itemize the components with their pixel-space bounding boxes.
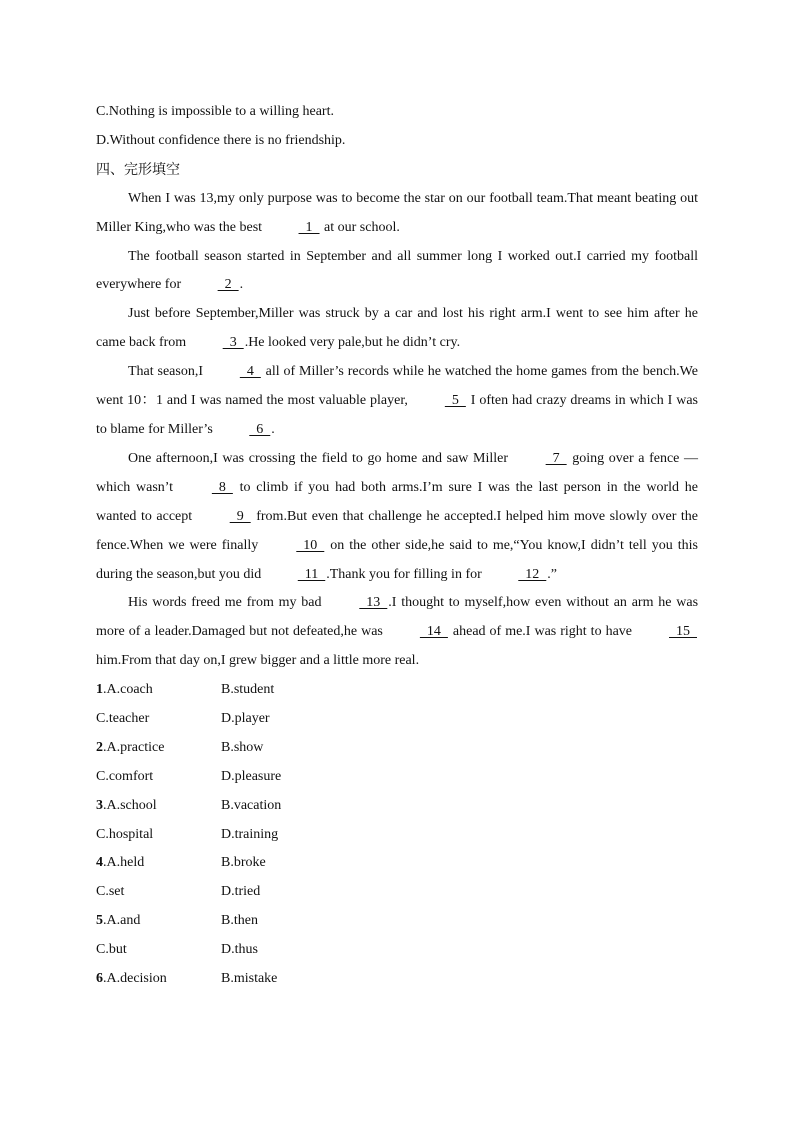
option-d: D.pleasure: [221, 768, 282, 784]
blank-1: 1: [298, 219, 320, 235]
option-b: B.show: [221, 739, 264, 755]
option-b: B.then: [221, 913, 258, 929]
prev-option-c: C.Nothing is impossible to a willing heart.: [96, 104, 334, 119]
option-b: B.mistake: [221, 971, 278, 987]
option-a: [96, 792, 221, 821]
question-number: 3: [96, 797, 103, 813]
text-run: .”: [547, 566, 557, 582]
blank-14: 14: [419, 624, 448, 640]
blank-2: 2: [217, 277, 239, 293]
option-row: [96, 705, 698, 734]
option-a: [96, 907, 221, 936]
passage-paragraph-3: [96, 300, 698, 358]
question-number: 4: [96, 855, 103, 871]
option-row: [96, 878, 698, 907]
option-a-text: .A.and: [103, 913, 141, 929]
option-d: D.tried: [221, 884, 261, 900]
option-a-text: .A.held: [103, 855, 145, 871]
option-row: [96, 734, 698, 763]
option-a: [96, 849, 221, 878]
text-run: One afternoon,I was crossing the field to go home and saw Miller: [128, 450, 513, 466]
blank-9: 9: [229, 508, 251, 524]
text-run: .: [271, 421, 275, 437]
option-a: [96, 676, 221, 705]
blank-3: 3: [222, 335, 244, 351]
option-row: [96, 907, 698, 936]
text-run: to climb if you had both arms.I’m sure I was the last person in the world he wanted to accept: [96, 479, 698, 524]
prev-option-d: D.Without confidence there is no friendship.: [96, 132, 346, 148]
option-d: D.player: [221, 711, 270, 727]
option-row: [96, 849, 698, 878]
document-page: [96, 98, 698, 994]
passage-paragraph-1: [96, 185, 698, 243]
option-a-text: .A.coach: [103, 682, 153, 698]
text-run: all of Miller’s records while he watched the home games from the bench.We went 10：1 and I was named the most valuable player,: [96, 364, 698, 409]
text-run: The football season started in September and all summer long I worked out.I carried my football everywhere for: [96, 248, 698, 293]
option-row: [96, 792, 698, 821]
blank-11: 11: [297, 566, 326, 582]
option-row: [96, 965, 698, 994]
passage-paragraph-5: [96, 445, 698, 590]
question-number: 2: [96, 739, 103, 755]
answer-options: [96, 676, 698, 994]
option-row: [96, 676, 698, 705]
option-c: C.but: [96, 942, 127, 958]
option-b: B.student: [221, 682, 275, 698]
text-run: from.But even that challenge he accepted.I helped him move slowly over the fence.When we were finally: [96, 508, 698, 553]
option-a-text: .A.school: [103, 797, 157, 813]
blank-15: 15: [669, 624, 697, 640]
question-number: 1: [96, 682, 103, 698]
option-a-text: .A.decision: [103, 971, 167, 987]
text-run: That season,I: [128, 364, 207, 380]
text-run: When I was 13,my only purpose was to become the star on our football team.That meant beating out Miller King,who was the best: [96, 190, 698, 235]
option-c: C.teacher: [96, 711, 150, 727]
option-a-text: .A.practice: [103, 739, 165, 755]
blank-10: 10: [296, 537, 325, 553]
text-run: him.From that day on,I grew bigger and a little more real.: [96, 653, 420, 669]
option-c: C.set: [96, 884, 125, 900]
option-d: D.training: [221, 826, 279, 842]
option-c: C.hospital: [96, 826, 154, 842]
option-a: [96, 734, 221, 763]
blank-6: 6: [249, 421, 271, 437]
question-number: 5: [96, 913, 103, 929]
text-run: .He looked very pale,but he didn’t cry.: [244, 335, 461, 351]
text-run: His words freed me from my bad: [128, 595, 327, 611]
blank-7: 7: [545, 450, 567, 466]
option-b: B.vacation: [221, 797, 282, 813]
option-a: [96, 965, 221, 994]
option-row: [96, 821, 698, 850]
text-run: on the other side,he said to me,“You know,I didn’t tell you this during the season,but you did: [96, 537, 698, 582]
blank-12: 12: [518, 566, 547, 582]
option-row: [96, 763, 698, 792]
passage-paragraph-6: [96, 589, 698, 676]
option-row: [96, 936, 698, 965]
text-run: .I thought to myself,how even without an arm he was more of a leader.Damaged but not defeated,he was: [96, 595, 699, 640]
option-b: B.broke: [221, 855, 266, 871]
text-run: at our school.: [320, 219, 400, 235]
blank-4: 4: [239, 364, 261, 380]
text-run: .: [239, 277, 244, 293]
blank-5: 5: [444, 393, 466, 409]
text-run: going over a fence —which wasn’t: [96, 450, 698, 495]
text-run: I often had crazy dreams in which I was to blame for Miller’s: [96, 393, 698, 437]
text-run: Just before September,Miller was struck by a car and lost his right arm.I went to see him after he came back from: [96, 306, 698, 351]
passage-paragraph-4: [96, 358, 698, 445]
option-d: D.thus: [221, 942, 258, 958]
text-run: ahead of me.I was right to have: [448, 624, 636, 640]
passage-paragraph-2: [96, 243, 698, 301]
blank-13: 13: [359, 595, 388, 611]
question-number: 6: [96, 971, 103, 987]
text-run: .Thank you for filling in for: [326, 566, 486, 582]
option-c: C.comfort: [96, 768, 154, 784]
blank-8: 8: [211, 479, 233, 495]
section-title: 四、完形填空: [96, 161, 180, 178]
